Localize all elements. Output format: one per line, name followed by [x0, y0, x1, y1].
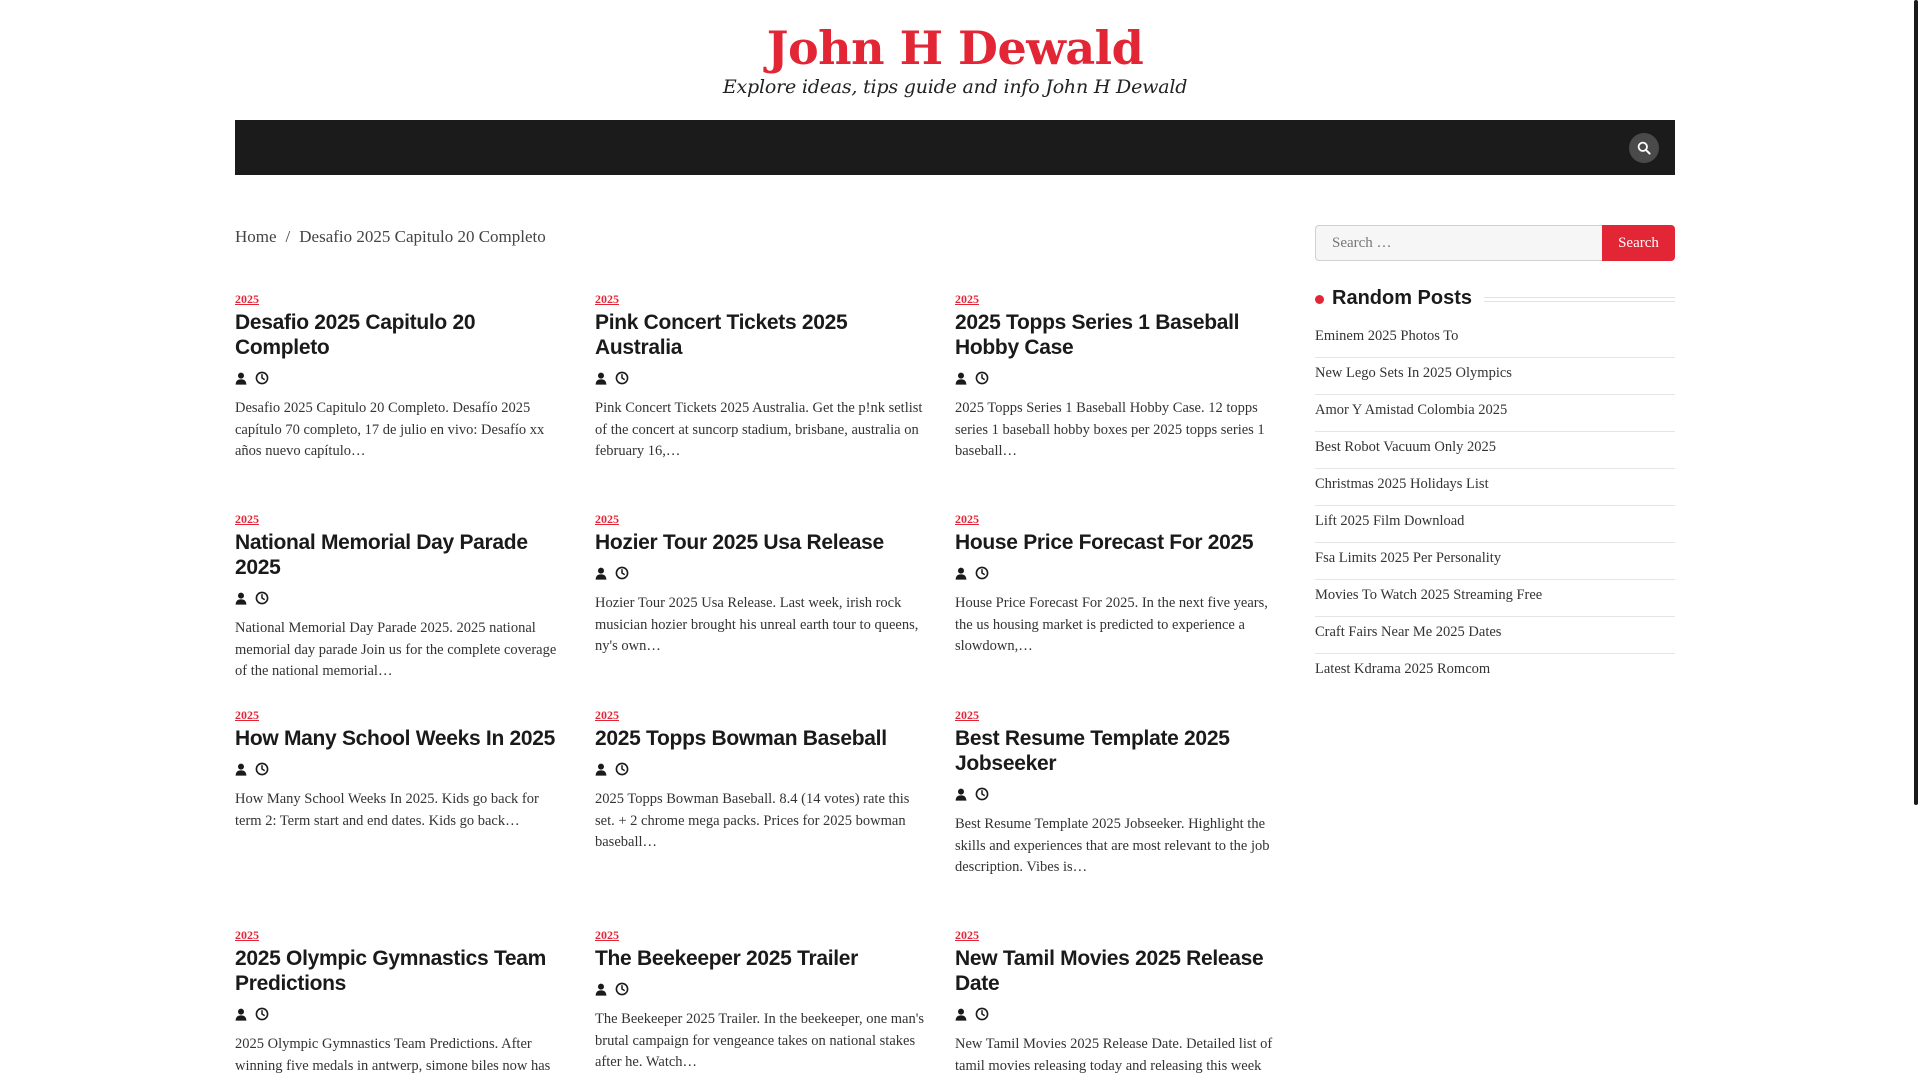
post-category-link[interactable]: 2025 — [595, 928, 619, 942]
user-icon[interactable] — [955, 788, 967, 801]
user-icon[interactable] — [235, 763, 247, 776]
user-icon[interactable] — [955, 372, 967, 385]
random-post-link[interactable]: Best Robot Vacuum Only 2025 — [1315, 439, 1496, 455]
user-icon[interactable] — [595, 567, 607, 580]
post-meta — [595, 370, 925, 386]
clock-icon[interactable] — [255, 591, 269, 605]
site-title[interactable]: John H Dewald — [766, 21, 1144, 75]
post-category-link[interactable]: 2025 — [595, 708, 619, 722]
nav-search-button[interactable] — [1629, 133, 1659, 163]
post-meta — [235, 1006, 565, 1022]
clock-icon[interactable] — [255, 762, 269, 776]
random-post-item — [1315, 617, 1675, 654]
clock-icon[interactable] — [615, 762, 629, 776]
post-title-link[interactable]: Best Resume Template 2025 Jobseeker — [955, 727, 1230, 775]
post-title-link[interactable]: Pink Concert Tickets 2025 Australia — [595, 311, 848, 359]
post-meta — [235, 761, 565, 777]
post-category-link[interactable]: 2025 — [235, 292, 259, 306]
clock-icon[interactable] — [615, 371, 629, 385]
random-post-link[interactable]: Eminem 2025 Photos To — [1315, 328, 1459, 344]
clock-icon[interactable] — [255, 1007, 269, 1021]
post-meta — [955, 786, 1285, 802]
clock-icon[interactable] — [975, 371, 989, 385]
clock-icon[interactable] — [615, 982, 629, 996]
post-card — [955, 708, 1285, 879]
user-icon[interactable] — [595, 983, 607, 996]
sidebar-search-form — [1315, 225, 1675, 261]
post-card — [235, 512, 565, 683]
post-meta — [235, 370, 565, 386]
widget-title-dot — [1315, 295, 1324, 304]
post-category-link[interactable]: 2025 — [235, 708, 259, 722]
user-icon[interactable] — [955, 1008, 967, 1021]
post-meta — [955, 370, 1285, 386]
post-category-link[interactable]: 2025 — [235, 928, 259, 942]
post-card — [235, 292, 565, 463]
search-icon — [1637, 141, 1651, 155]
random-post-item — [1315, 469, 1675, 506]
random-post-item — [1315, 580, 1675, 617]
post-category-link[interactable]: 2025 — [955, 512, 979, 526]
random-post-link[interactable]: Fsa Limits 2025 Per Personality — [1315, 550, 1502, 566]
post-excerpt: Desafio 2025 Capitulo 20 Completo. Desafío 2025 capítulo 70 completo, 17 de julio en vivo: Desafío xx años nuevo capítulo… — [235, 400, 545, 459]
random-posts-header — [1315, 285, 1675, 311]
clock-icon[interactable] — [255, 371, 269, 385]
post-meta — [235, 590, 565, 606]
site-tagline: Explore ideas, tips guide and info John H Dewald — [722, 76, 1188, 98]
post-meta — [955, 565, 1285, 581]
random-post-link[interactable]: Lift 2025 Film Download — [1315, 513, 1465, 529]
post-excerpt: 2025 Olympic Gymnastics Team Predictions. After winning five medals in antwerp, simone biles now has — [235, 1036, 551, 1074]
clock-icon[interactable] — [975, 787, 989, 801]
post-card — [235, 708, 565, 832]
post-category-link[interactable]: 2025 — [955, 928, 979, 942]
post-category-link[interactable]: 2025 — [955, 708, 979, 722]
post-card — [595, 292, 925, 463]
post-excerpt: Hozier Tour 2025 Usa Release. Last week, irish rock musician hozier brought his unreal earth tour to queens, ny's own… — [595, 595, 919, 654]
random-post-item — [1315, 432, 1675, 469]
random-post-item — [1315, 395, 1675, 432]
post-meta — [595, 981, 925, 997]
post-card — [955, 292, 1285, 463]
post-title-link[interactable]: National Memorial Day Parade 2025 — [235, 531, 528, 579]
sidebar-search-input[interactable] — [1315, 225, 1603, 261]
post-card — [595, 512, 925, 658]
post-excerpt: 2025 Topps Series 1 Baseball Hobby Case. 12 topps series 1 baseball hobby boxes per 2025 topps series 1 baseball… — [955, 400, 1265, 459]
random-post-link[interactable]: Movies To Watch 2025 Streaming Free — [1315, 587, 1543, 603]
post-card — [955, 512, 1285, 658]
scrollbar-thumb[interactable] — [1914, 0, 1918, 805]
post-excerpt: New Tamil Movies 2025 Release Date. Detailed list of tamil movies releasing today and releasing this week — [955, 1036, 1273, 1074]
post-excerpt: The Beekeeper 2025 Trailer. In the beekeeper, one man's brutal campaign for vengeance takes on national stakes after he. Watch… — [595, 1011, 924, 1070]
breadcrumb-separator: / — [285, 227, 291, 246]
post-excerpt: National Memorial Day Parade 2025. 2025 national memorial day parade Join us for the complete coverage of the national memorial… — [235, 620, 557, 679]
random-post-link[interactable]: Latest Kdrama 2025 Romcom — [1315, 661, 1491, 677]
user-icon[interactable] — [595, 372, 607, 385]
random-post-item — [1315, 358, 1675, 395]
post-category-link[interactable]: 2025 — [235, 512, 259, 526]
post-meta — [595, 565, 925, 581]
user-icon[interactable] — [235, 372, 247, 385]
post-title-link[interactable]: New Tamil Movies 2025 Release Date — [955, 947, 1264, 995]
random-post-link[interactable]: Craft Fairs Near Me 2025 Dates — [1315, 624, 1502, 640]
post-excerpt: Best Resume Template 2025 Jobseeker. Highlight the skills and experiences that are most relevant to the job description. Vibes is… — [955, 816, 1270, 875]
clock-icon[interactable] — [615, 566, 629, 580]
random-post-link[interactable]: Amor Y Amistad Colombia 2025 — [1315, 402, 1508, 418]
random-posts-title: Random Posts — [1332, 285, 1484, 311]
random-post-item — [1315, 543, 1675, 580]
post-title-link[interactable]: Desafio 2025 Capitulo 20 Completo — [235, 311, 476, 359]
post-category-link[interactable]: 2025 — [595, 512, 619, 526]
post-card — [235, 928, 565, 1077]
random-post-item — [1315, 506, 1675, 543]
random-post-link[interactable]: Christmas 2025 Holidays List — [1315, 476, 1489, 492]
post-title-link[interactable]: Hozier Tour 2025 Usa Release — [595, 531, 884, 554]
breadcrumb-current: Desafio 2025 Capitulo 20 Completo — [299, 227, 546, 246]
post-title-link[interactable]: How Many School Weeks In 2025 — [235, 727, 556, 750]
clock-icon[interactable] — [975, 566, 989, 580]
user-icon[interactable] — [595, 763, 607, 776]
random-post-item — [1315, 321, 1675, 358]
post-excerpt: House Price Forecast For 2025. In the next five years, the us housing market is predicted to experience a slowdown,… — [955, 595, 1268, 654]
random-posts-list — [1315, 321, 1675, 690]
breadcrumb — [235, 226, 546, 248]
post-title-link[interactable]: The Beekeeper 2025 Trailer — [595, 947, 859, 970]
post-card — [595, 708, 925, 854]
user-icon[interactable] — [235, 592, 247, 605]
user-icon[interactable] — [235, 1008, 247, 1021]
post-card — [595, 928, 925, 1074]
main-navigation — [235, 120, 1675, 175]
user-icon[interactable] — [955, 567, 967, 580]
post-category-link[interactable]: 2025 — [955, 292, 979, 306]
post-category-link[interactable]: 2025 — [595, 292, 619, 306]
widget-title-divider — [1470, 297, 1675, 302]
random-post-link[interactable]: New Lego Sets In 2025 Olympics — [1315, 365, 1512, 381]
post-title-link[interactable]: 2025 Topps Bowman Baseball — [595, 727, 887, 750]
post-title-link[interactable]: 2025 Olympic Gymnastics Team Predictions — [235, 947, 547, 995]
post-excerpt: How Many School Weeks In 2025. Kids go back for term 2: Term start and end dates. Kids go back… — [235, 791, 539, 829]
scrollbar-track[interactable] — [1910, 0, 1920, 1080]
clock-icon[interactable] — [975, 1007, 989, 1021]
post-card — [955, 928, 1285, 1077]
post-meta — [955, 1006, 1285, 1022]
sidebar — [1315, 225, 1675, 690]
post-meta — [595, 761, 925, 777]
post-title-link[interactable]: House Price Forecast For 2025 — [955, 531, 1254, 554]
sidebar-search-button[interactable]: Search — [1602, 225, 1675, 261]
post-excerpt: 2025 Topps Bowman Baseball. 8.4 (14 votes) rate this set. + 2 chrome mega packs. Prices for 2025 bowman baseball… — [595, 791, 910, 850]
random-post-item — [1315, 654, 1675, 690]
post-excerpt: Pink Concert Tickets 2025 Australia. Get the p!nk setlist of the concert at suncorp stadium, brisbane, australia on february 16,… — [595, 400, 923, 459]
post-title-link[interactable]: 2025 Topps Series 1 Baseball Hobby Case — [955, 311, 1240, 359]
breadcrumb-home-link[interactable]: Home — [235, 227, 277, 246]
